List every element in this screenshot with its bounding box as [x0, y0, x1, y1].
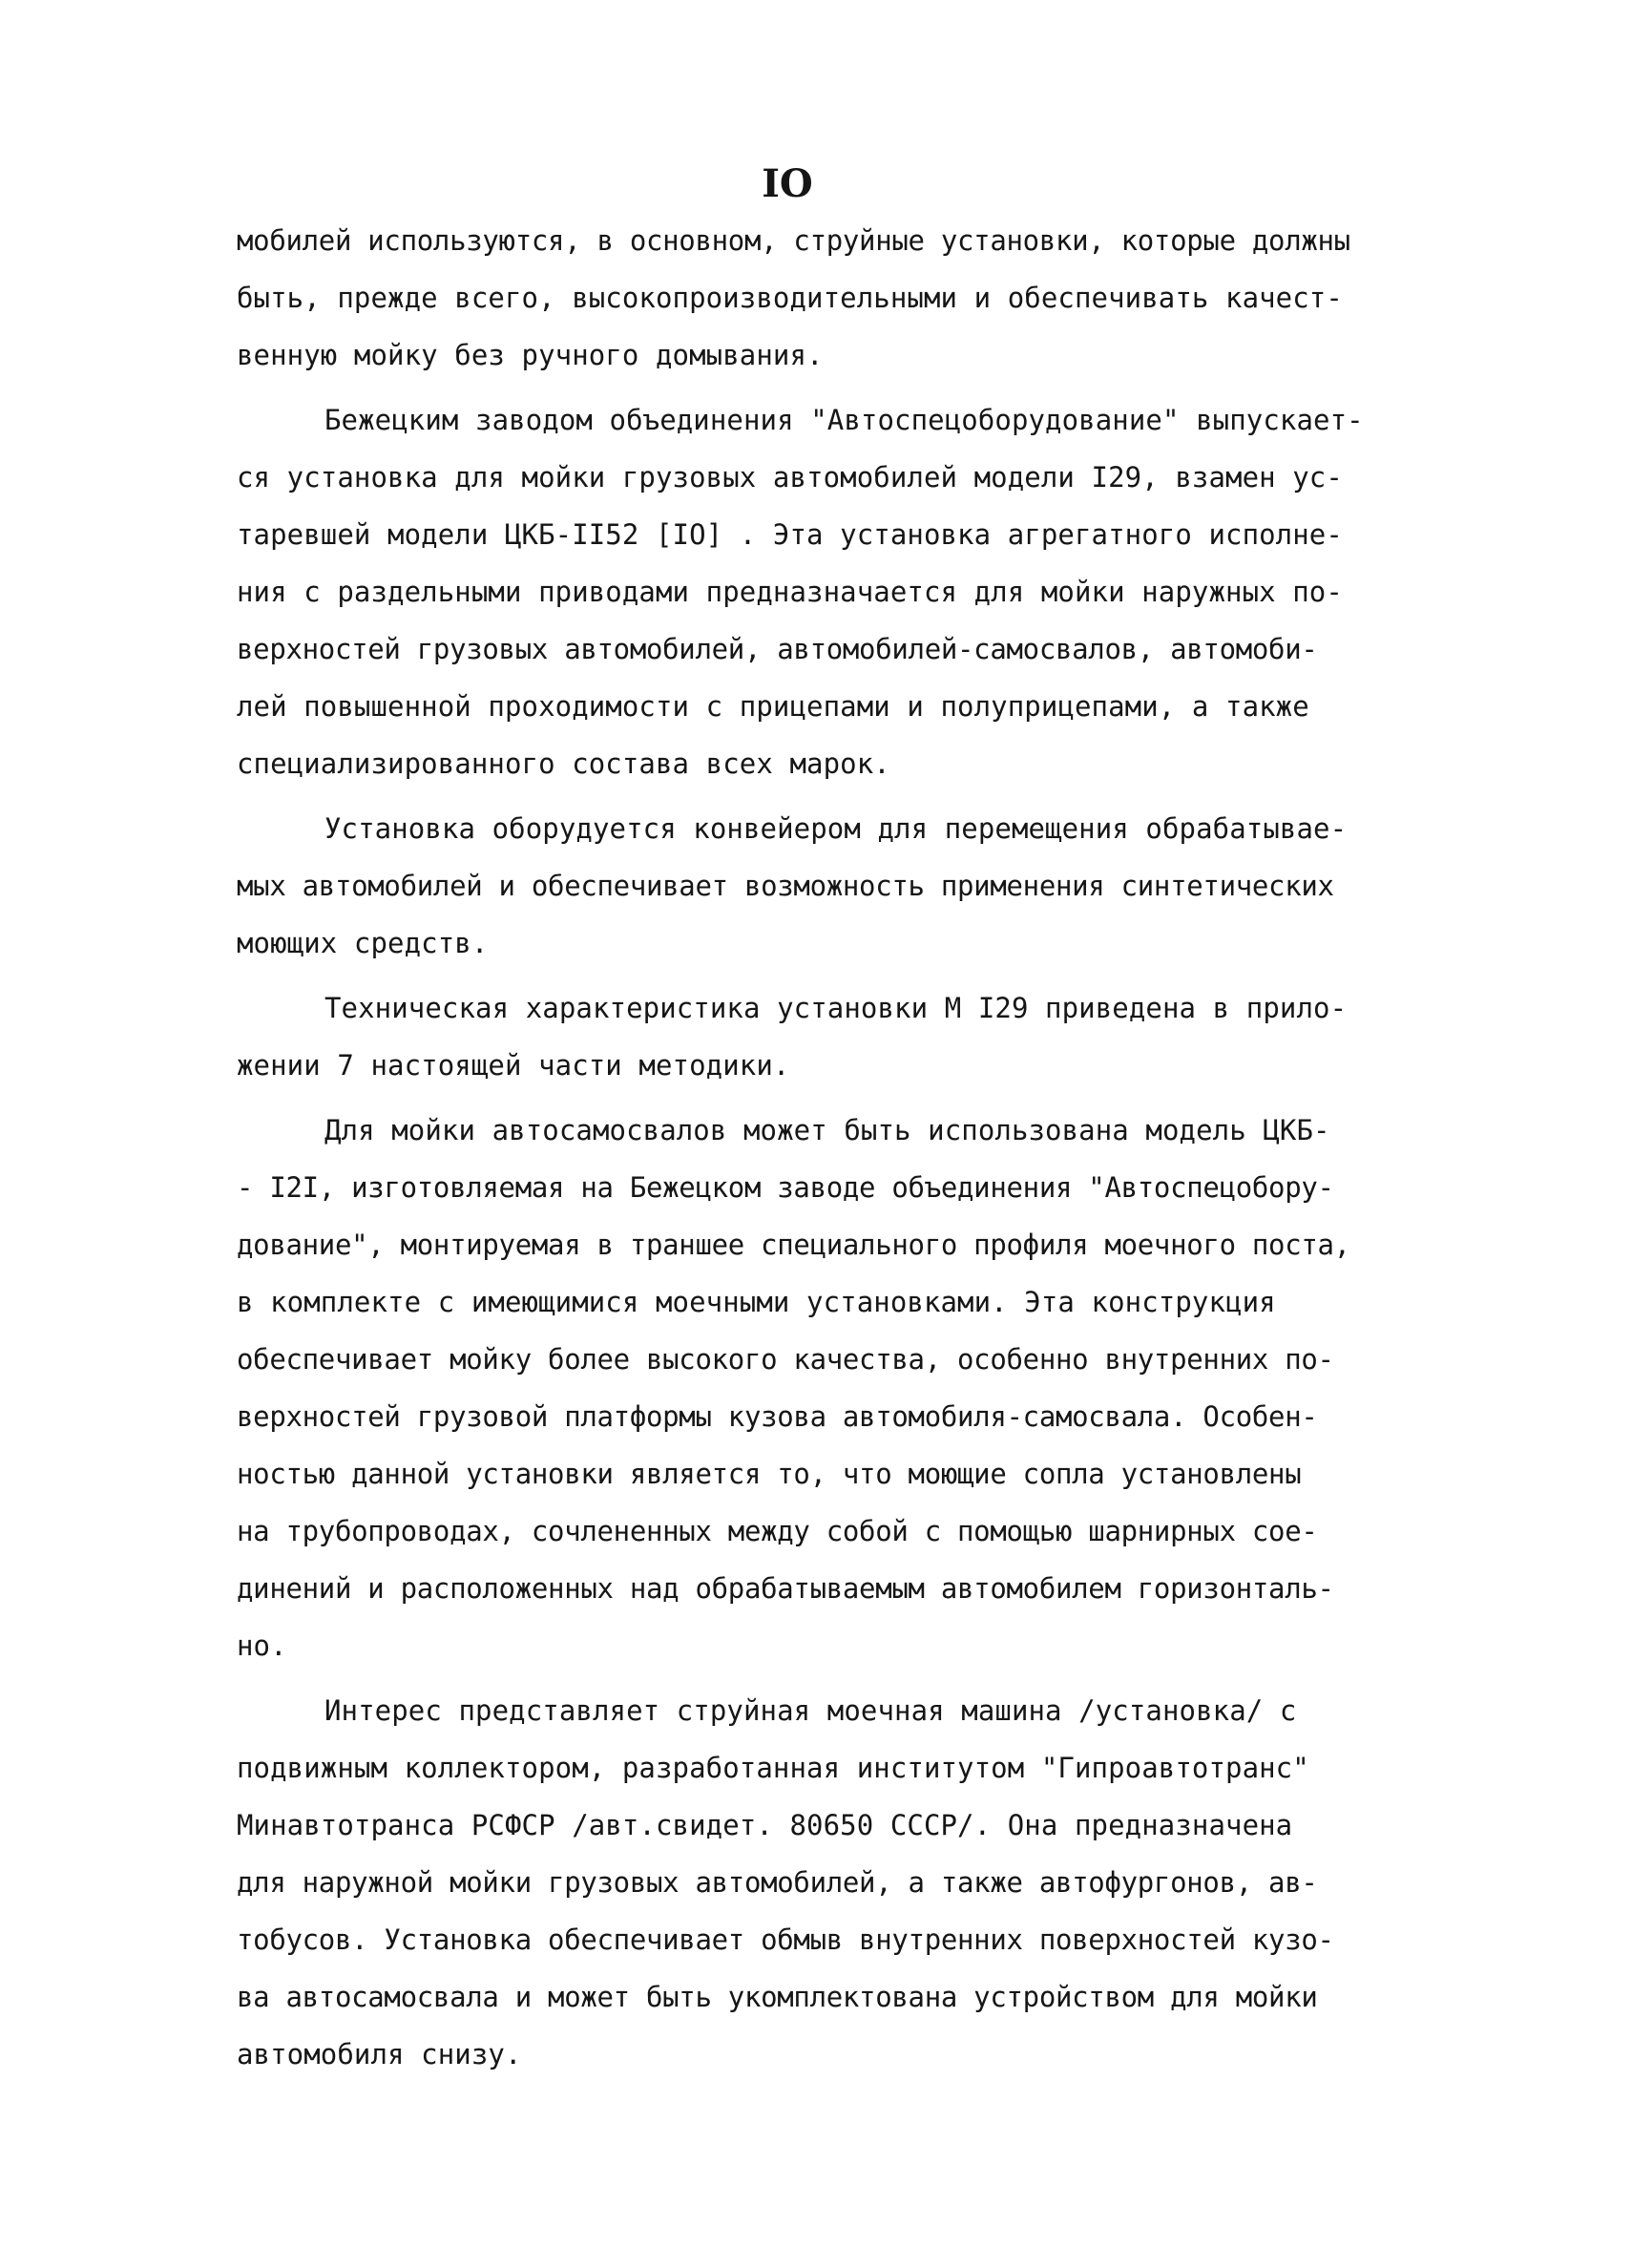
text-line: верхностей грузовой платформы кузова автомобиля-самосвала. Особен-: [237, 1400, 1318, 1433]
paragraph-6: [237, 1682, 1458, 2083]
paragraph-1: [237, 212, 1458, 384]
paragraph-5: [237, 1102, 1458, 1674]
text-line: ся установка для мойки грузовых автомобилей модели I29, взамен ус-: [237, 461, 1343, 494]
paragraph-3: [237, 800, 1458, 972]
text-line: мобилей используются, в основном, струйные установки, которые должны: [237, 224, 1350, 257]
body-text: [237, 212, 1458, 2091]
text-line: венную мойку без ручного домывания.: [237, 339, 824, 371]
text-line: тобусов. Установка обеспечивает обмыв внутренних поверхностей кузо-: [237, 1923, 1334, 1956]
text-line: Техническая характеристика установки М I29 приведена в прило-: [324, 992, 1348, 1024]
text-line: специализированного состава всех марок.: [237, 747, 890, 780]
text-line: в комплекте с имеющимися моечными установками. Эта конструкция: [237, 1286, 1276, 1318]
text-line: Установка оборудуется конвейером для перемещения обрабатывае-: [324, 812, 1348, 845]
text-line: динений и расположенных над обрабатываемым автомобилем горизонталь-: [237, 1572, 1334, 1605]
text-line: лей повышенной проходимости с прицепами и полуприцепами, а также: [237, 690, 1309, 723]
text-line: - I2I, изготовляемая на Бежецком заводе объединения "Автоспецобору-: [237, 1171, 1334, 1204]
paragraph-4: [237, 979, 1458, 1094]
text-line: ния с раздельными приводами предназначается для мойки наружных по-: [237, 576, 1343, 608]
text-line: быть, прежде всего, высокопроизводительными и обеспечивать качест-: [237, 282, 1343, 314]
text-line: моющих средств.: [237, 927, 489, 959]
text-line: но.: [237, 1629, 287, 1662]
text-line: таревшей модели ЦКБ-II52 [IO] . Эта установка агрегатного исполне-: [237, 518, 1343, 551]
text-line: верхностей грузовых автомобилей, автомобилей-самосвалов, автомоби-: [237, 633, 1318, 665]
text-line: автомобиля снизу.: [237, 2038, 522, 2070]
text-line: Интерес представляет струйная моечная машина /установка/ с: [324, 1694, 1297, 1727]
text-line: Бежецким заводом объединения "Автоспецоборудование" выпускает-: [324, 404, 1364, 436]
text-line: обеспечивает мойку более высокого качества, особенно внутренних по-: [237, 1343, 1334, 1376]
text-line: на трубопроводах, сочлененных между собой с помощью шарнирных сое-: [237, 1515, 1318, 1547]
text-line: Минавтотранса РСФСР /авт.свидет. 80650 СССР/. Она предназначена: [237, 1809, 1293, 1841]
text-line: дование", монтируемая в траншее специального профиля моечного поста,: [237, 1229, 1350, 1261]
text-line: подвижным коллектором, разработанная институтом "Гипроавтотранс": [237, 1752, 1309, 1784]
paragraph-2: [237, 391, 1458, 792]
text-line: мых автомобилей и обеспечивает возможность применения синтетических: [237, 870, 1334, 902]
text-line: ва автосамосвала и может быть укомплектована устройством для мойки: [237, 1981, 1318, 2013]
page-number: IO: [762, 161, 813, 206]
text-line: Для мойки автосамосвалов может быть использована модель ЦКБ-: [324, 1114, 1330, 1146]
text-line: жении 7 настоящей части методики.: [237, 1049, 790, 1082]
text-line: ностью данной установки является то, что моющие сопла установлены: [237, 1458, 1302, 1490]
text-line: для наружной мойки грузовых автомобилей, а также автофургонов, ав-: [237, 1866, 1318, 1899]
